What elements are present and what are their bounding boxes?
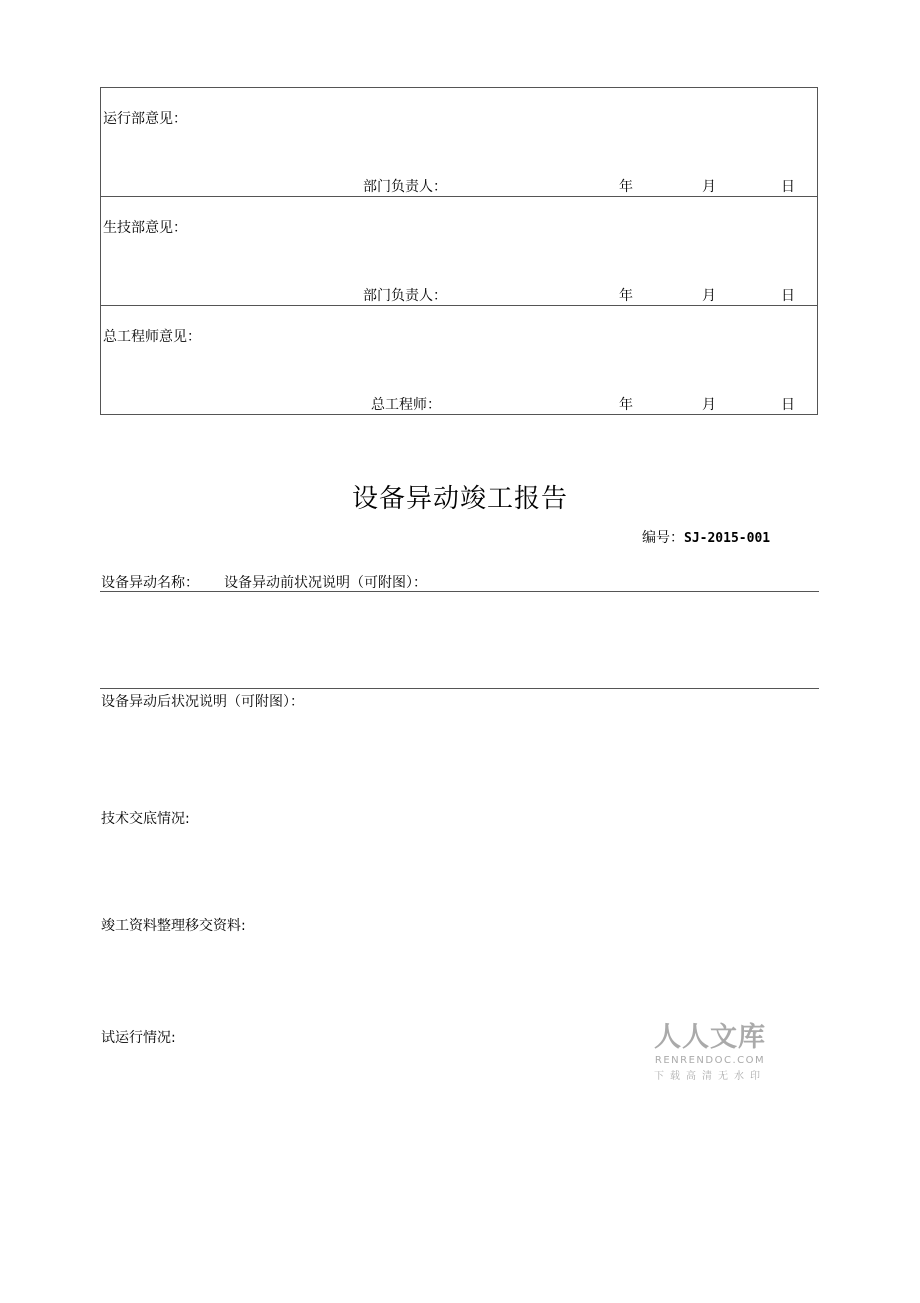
month-label: 月 — [702, 397, 716, 413]
report-title: 设备异动竣工报告 — [351, 484, 568, 514]
serial-label: 编号： — [642, 530, 684, 546]
before-change-status-label: 设备异动前状况说明（可附图）： — [224, 575, 427, 591]
chief-engineer-opinion-row — [101, 306, 817, 414]
tech-dept-opinion-label: 生技部意见： — [103, 220, 187, 236]
day-label: 日 — [781, 397, 795, 413]
dept-head-label: 部门负责人： — [363, 288, 447, 304]
tech-briefing-label: 技术交底情况: — [101, 811, 190, 827]
divider-line — [100, 591, 819, 592]
watermark-url: RENRENDOC.COM — [654, 1055, 766, 1066]
trial-run-label: 试运行情况: — [101, 1030, 176, 1046]
tech-dept-opinion-row — [101, 197, 817, 306]
chief-engineer-label: 总工程师： — [371, 397, 441, 413]
after-change-status-label: 设备异动后状况说明（可附图）： — [101, 694, 304, 710]
year-label: 年 — [619, 179, 633, 195]
day-label: 日 — [781, 179, 795, 195]
year-label: 年 — [619, 397, 633, 413]
equipment-change-name-label: 设备异动名称： — [101, 575, 199, 591]
watermark-main-text: 人人文库 — [654, 1022, 766, 1053]
watermark-subtext: 下载高清无水印 — [654, 1071, 766, 1082]
approval-opinion-table — [100, 87, 818, 415]
divider-line — [100, 688, 819, 689]
serial-value: SJ-2015-001 — [684, 531, 771, 546]
chief-engineer-opinion-label: 总工程师意见： — [103, 329, 201, 345]
operations-dept-opinion-label: 运行部意见： — [103, 111, 187, 127]
year-label: 年 — [619, 288, 633, 304]
serial-number — [642, 527, 770, 547]
operations-dept-opinion-row — [101, 88, 817, 197]
month-label: 月 — [702, 179, 716, 195]
completion-docs-label: 竣工资料整理移交资料: — [101, 918, 246, 934]
day-label: 日 — [781, 288, 795, 304]
watermark-logo — [648, 1015, 772, 1082]
month-label: 月 — [702, 288, 716, 304]
dept-head-label: 部门负责人： — [363, 179, 447, 195]
